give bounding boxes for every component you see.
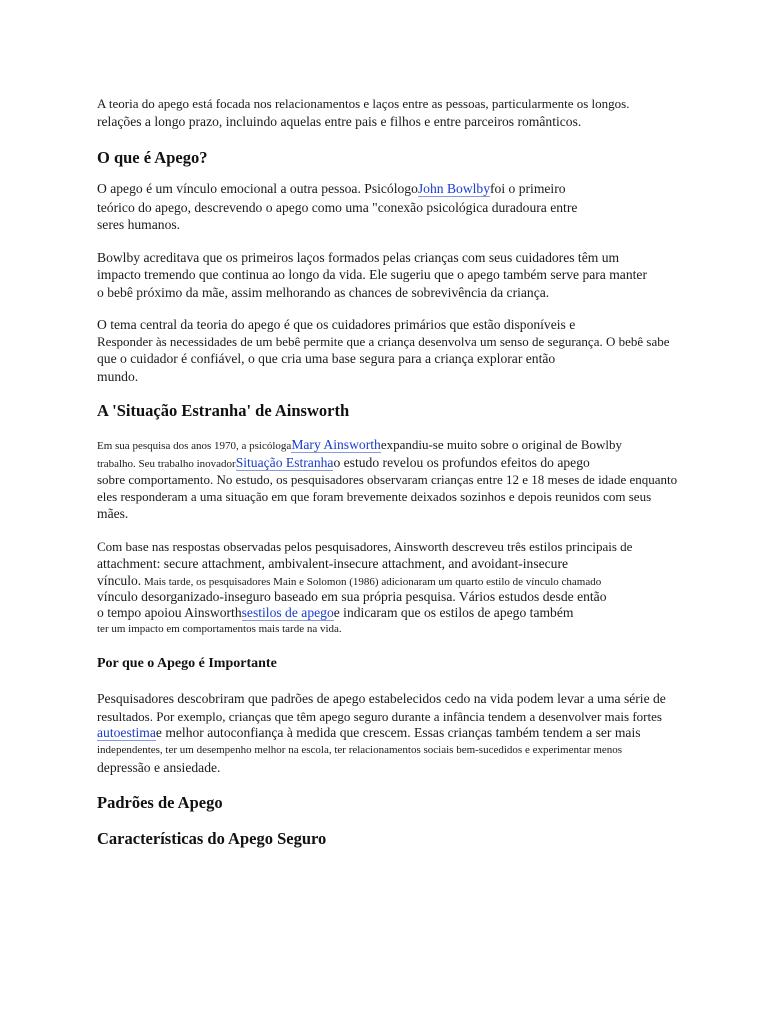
text-span: Em sua pesquisa dos anos 1970, a psicóloga: [97, 440, 292, 452]
section-heading-secure-attachment: Características do Apego Seguro: [97, 829, 327, 848]
paragraph-line: seres humanos.: [97, 217, 181, 232]
paragraph-line: vínculo desorganizado-inseguro baseado em sua própria pesquisa. Vários estudos desde então: [97, 589, 607, 604]
text-span: expandiu-se muito sobre o original de Bowlby: [380, 437, 622, 452]
paragraph-line: Bowlby acreditava que os primeiros laços formados pelas crianças com seus cuidadores têm um: [97, 250, 620, 265]
text-span: foi o primeiro: [490, 181, 566, 196]
paragraph-line: mães.: [97, 506, 129, 521]
paragraph-line: que o cuidador é confiável, o que cria uma base segura para a criança explorar então: [97, 351, 556, 366]
paragraph-line: [97, 606, 573, 620]
text-span: o tempo apoiou Ainsworth: [97, 605, 242, 620]
intro-line: A teoria do apego está focada nos relacionamentos e laços entre as pessoas, particularmente os longos.: [97, 96, 630, 111]
text-span: Mais tarde, os pesquisadores Main e Solomon (1986) adicionaram um quarto estilo de vínculo chamado: [141, 576, 602, 588]
strange-situation-link[interactable]: Situação Estranha: [235, 455, 334, 470]
paragraph-line: teórico do apego, descrevendo o apego como uma "conexão psicológica duradoura entre: [97, 200, 578, 215]
paragraph-line: depressão e ansiedade.: [97, 760, 221, 775]
paragraph-line: [97, 726, 641, 740]
mary-ainsworth-link[interactable]: Mary Ainsworth: [291, 437, 381, 452]
paragraph-line: O tema central da teoria do apego é que os cuidadores primários que estão disponíveis e: [97, 317, 576, 332]
paragraph-line: ter um impacto em comportamentos mais tarde na vida.: [97, 623, 342, 635]
paragraph-line: impacto tremendo que continua ao longo da vida. Ele sugeriu que o apego também serve para manter: [97, 267, 647, 282]
section-heading-strange-situation: A 'Situação Estranha' de Ainsworth: [97, 401, 350, 420]
text-span: O apego é um vínculo emocional a outra pessoa. Psicólogo: [97, 181, 418, 196]
section-heading-what-is-attachment: O que é Apego?: [97, 148, 208, 167]
paragraph-line: eles responderam a uma situação em que foram brevemente deixados sozinhos e depois reunidos com seus: [97, 489, 652, 504]
text-span: vínculo.: [97, 573, 142, 588]
paragraph-line: mundo.: [97, 369, 139, 384]
text-span: e melhor autoconfiança à medida que crescem. Essas crianças também tendem a ser mais: [155, 725, 641, 740]
attachment-styles-link[interactable]: sestilos de apego: [241, 605, 334, 620]
self-esteem-link[interactable]: autoestima: [97, 725, 156, 740]
paragraph-line: o bebê próximo da mãe, assim melhorando as chances de sobrevivência da criança.: [97, 285, 550, 300]
paragraph-line: [97, 438, 622, 452]
text-span: trabalho. Seu trabalho inovador: [97, 458, 236, 470]
section-heading-why-important: Por que o Apego é Importante: [97, 656, 277, 671]
paragraph-line: Com base nas respostas observadas pelos pesquisadores, Ainsworth descreveu três estilos principais de: [97, 539, 633, 554]
intro-line: relações a longo prazo, incluindo aquelas entre pais e filhos e entre parceiros românticos.: [97, 114, 582, 129]
paragraph-line: attachment: secure attachment, ambivalent-insecure attachment, and avoidant-insecure: [97, 556, 569, 571]
text-span: o estudo revelou os profundos efeitos do apego: [333, 455, 590, 470]
paragraph-line: [97, 182, 566, 196]
section-heading-attachment-patterns: Padrões de Apego: [97, 793, 223, 812]
paragraph-line: Pesquisadores descobriram que padrões de apego estabelecidos cedo na vida podem levar a uma série de: [97, 691, 666, 706]
text-span: e indicaram que os estilos de apego também: [333, 605, 574, 620]
john-bowlby-link[interactable]: John Bowlby: [417, 181, 491, 196]
paragraph-line: independentes, ter um desempenho melhor na escola, ter relacionamentos sociais bem-sucedidos e experimentar menos: [97, 744, 623, 756]
paragraph-line: Responder às necessidades de um bebê permite que a criança desenvolva um senso de segurança. O bebê sabe: [97, 334, 670, 349]
paragraph-line: sobre comportamento. No estudo, os pesquisadores observaram crianças entre 12 e 18 meses de idade enquanto: [97, 472, 678, 487]
paragraph-line: resultados. Por exemplo, crianças que têm apego seguro durante a infância tendem a desenvolver mais fortes: [97, 709, 662, 724]
paragraph-line: [97, 456, 590, 470]
paragraph-line: [97, 574, 601, 588]
